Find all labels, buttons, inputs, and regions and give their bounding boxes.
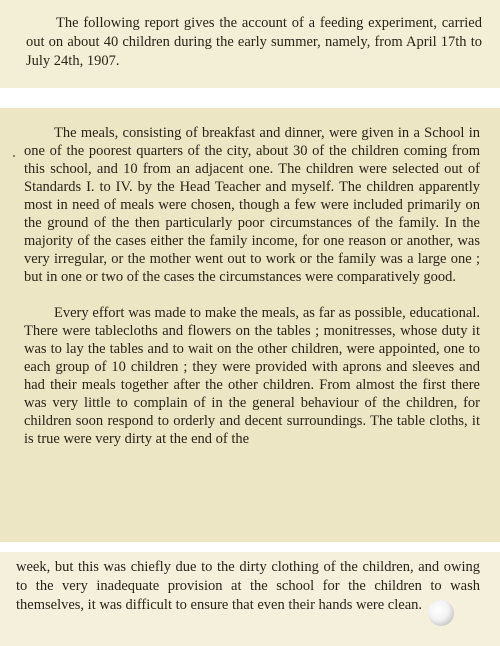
intro-paragraph: The following report gives the account of a feeding experiment, carried out on about 40 children during the early summer, namely, from April 17th to July 24th, 1907. [26,15,482,69]
meals-paragraph: The meals, consisting of breakfast and dinner, were given in a School in one of the poorest quarters of the city, about 30 of the children coming from this school, and 10 from an adjacent one. The children were selected out of Standards I. to IV. by the Head Teacher and myself. The children apparently most in need of meals were chosen, though a few were included primarily on the ground of the then particularly poor circumstances of the family. In the majority of the cases either the family income, for one reason or another, was very irregular, or the mother went out to work or the family was a large one ; but in one or two of the cases the circumstances were comparatively good. [24,125,480,285]
top-excerpt-panel [0,0,500,88]
bottom-excerpt-panel [0,552,500,646]
effort-paragraph: Every effort was made to make the meals, as far as possible, educational. There were tablecloths and flowers on the tables ; monitresses, whose duty it was to lay the tables and to wait on the other children, were appointed, one to each group of 10 children ; they were provided with aprons and sleeves and had their meals together after the other children. From almost the first there was very little to complain of in the general behaviour of the children, for children soon respond to orderly and decent surroundings. The table cloths, it is true were very dirty at the end of the [24,305,480,447]
main-excerpt-panel [0,108,500,542]
continuation-paragraph: week, but this was chiefly due to the dirty clothing of the children, and owing to the very inadequate provision at the school for the children to wash themselves, it was difficult to ensure that even their hands were clean. [16,559,480,613]
glare-blob [428,600,454,626]
paper-speck [13,155,15,157]
